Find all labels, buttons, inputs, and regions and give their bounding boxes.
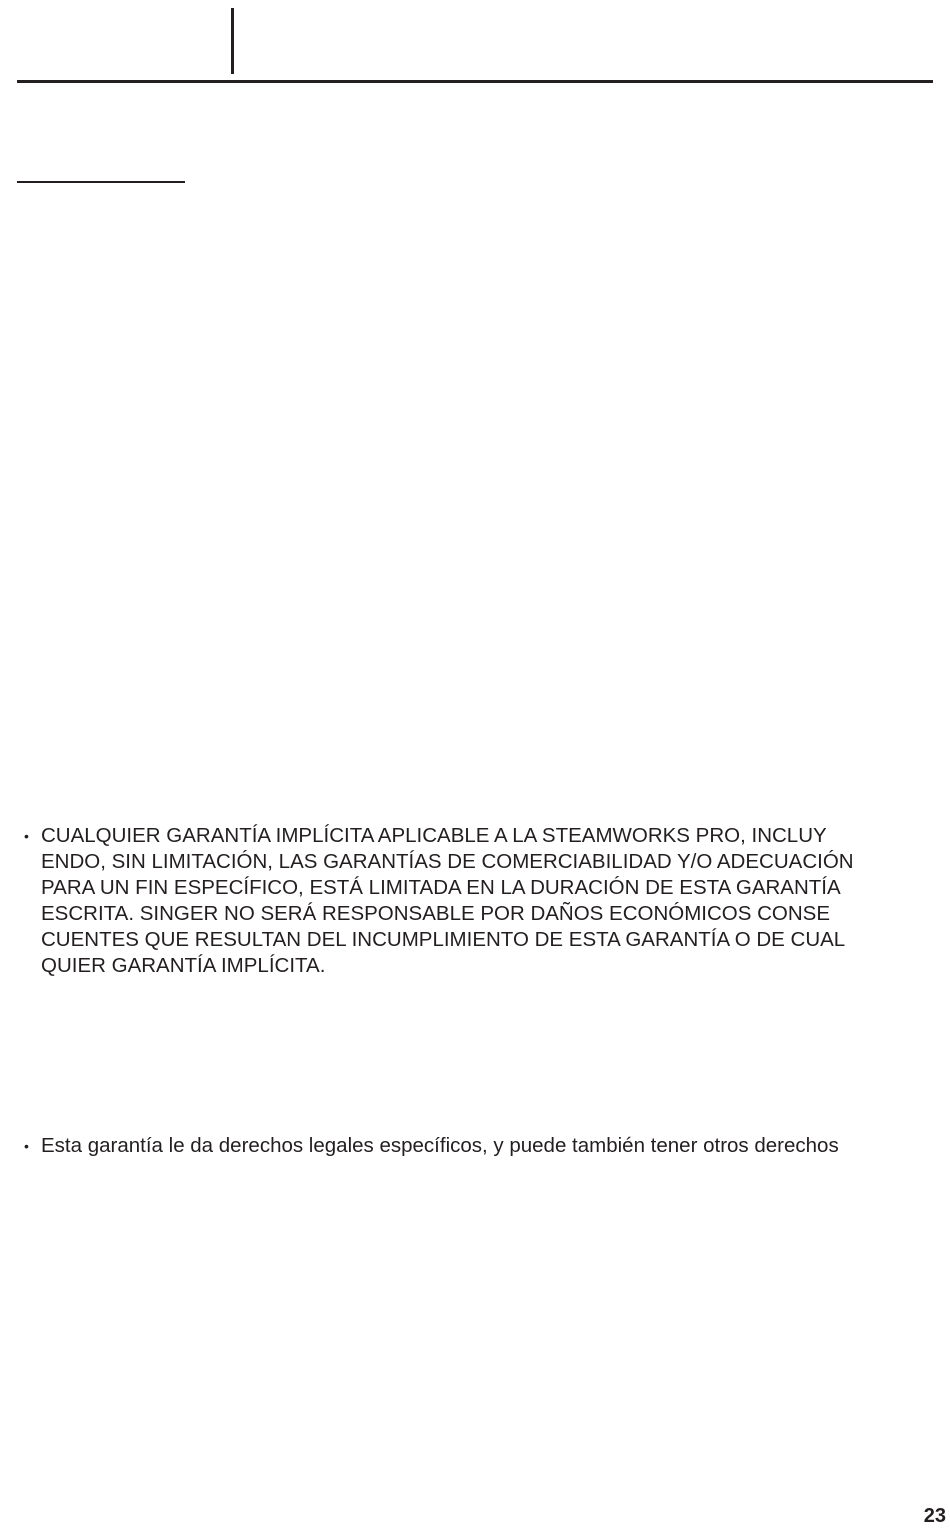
- bullet-text-line: CUENTES QUE RESULTAN DEL INCUMPLIMIENTO DE ESTA GARANTÍA O DE CUAL: [41, 928, 846, 951]
- page-number: 23: [923, 1505, 946, 1527]
- bullet-text-line: ESCRITA. SINGER NO SERÁ RESPONSABLE POR DAÑOS ECONÓMICOS CONSE: [41, 902, 831, 925]
- header-vertical-rule: [231, 8, 234, 74]
- warranty-bullet-implied-warranty: [24, 823, 924, 979]
- section-title-underline: [17, 181, 185, 183]
- bullet-text-line: ENDO, SIN LIMITACIÓN, LAS GARANTÍAS DE COMERCIABILIDAD Y/O ADECUACIÓN: [41, 850, 854, 873]
- bullet-text-line: Esta garantía le da derechos legales específicos, y puede también tener otros derechos: [41, 1134, 839, 1157]
- bullet-text-line: QUIER GARANTÍA IMPLÍCITA.: [41, 954, 326, 977]
- warranty-bullet-legal-rights: [24, 1133, 924, 1159]
- header-horizontal-rule: [17, 80, 933, 83]
- bullet-marker: •: [24, 828, 29, 844]
- bullet-text-line: PARA UN FIN ESPECÍFICO, ESTÁ LIMITADA EN LA DURACIÓN DE ESTA GARANTÍA: [41, 876, 841, 899]
- bullet-text-line: CUALQUIER GARANTÍA IMPLÍCITA APLICABLE A LA STEAMWORKS PRO, INCLUY: [41, 824, 827, 847]
- bullet-marker: •: [24, 1138, 29, 1154]
